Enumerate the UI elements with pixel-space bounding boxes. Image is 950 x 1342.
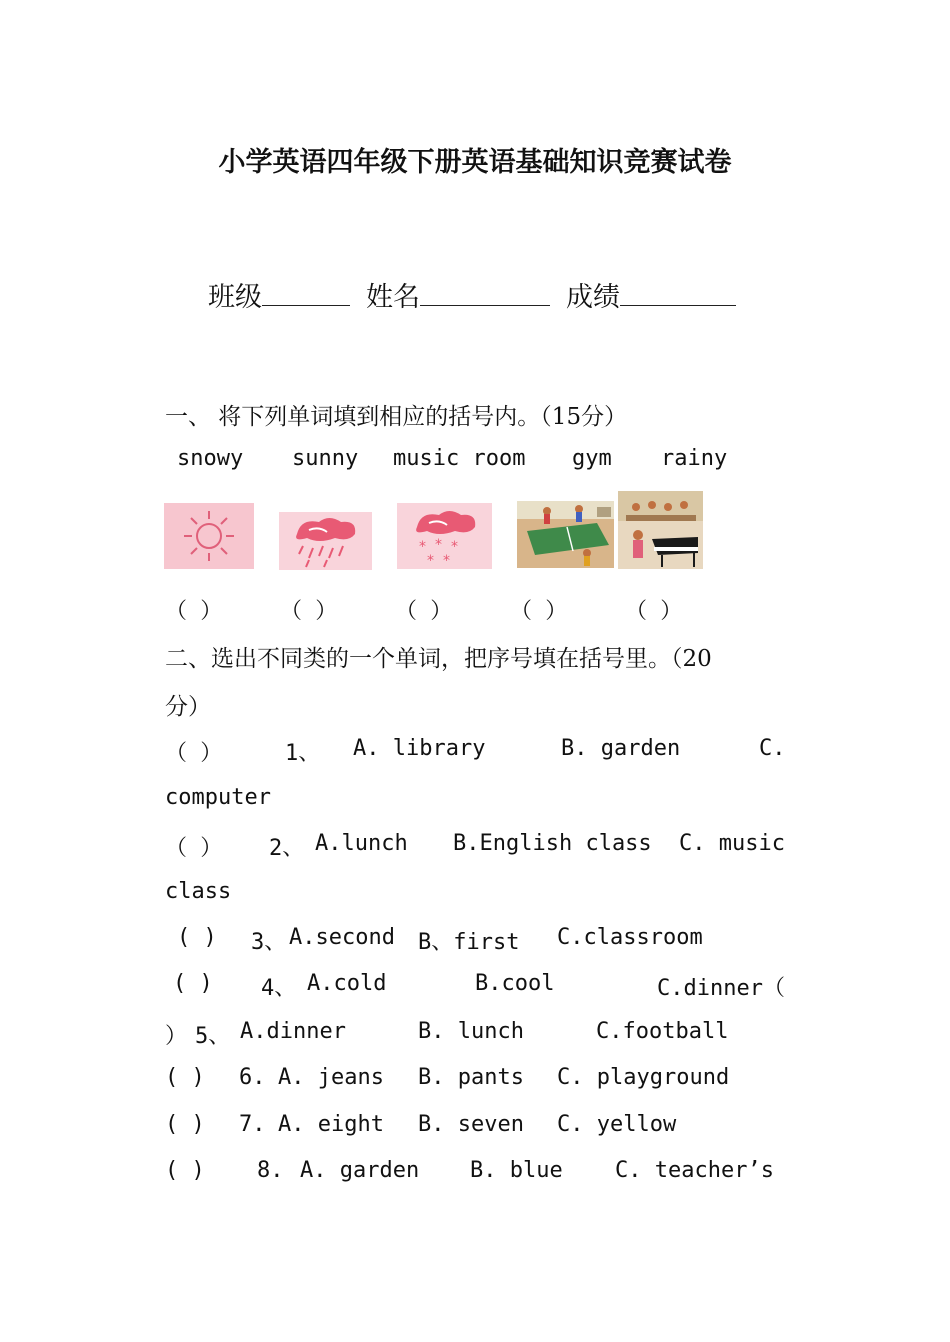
option-c: C. music — [679, 831, 785, 856]
svg-text:*: * — [427, 553, 434, 569]
svg-text:*: * — [435, 537, 442, 553]
name-label: 姓名 — [366, 282, 420, 313]
question-number: 8. — [257, 1158, 284, 1183]
svg-text:*: * — [451, 539, 458, 555]
page-title: 小学英语四年级下册英语基础知识竞赛试卷 — [218, 147, 732, 178]
section2-heading: 二、选出不同类的一个单词，把序号填在括号里。（20 — [165, 646, 712, 672]
answer-paren[interactable]: （ ） — [280, 599, 338, 624]
sun-icon — [164, 503, 254, 569]
question-number: 5、 — [195, 1024, 231, 1049]
option-a: A. library — [353, 736, 486, 761]
option-c-cont: class — [165, 879, 232, 904]
option-a: A. eight — [278, 1112, 384, 1137]
student-info-row — [208, 275, 736, 314]
question-number: 3、 — [251, 930, 287, 955]
answer-paren[interactable]: ( ) — [165, 1112, 205, 1137]
gym-picture — [517, 501, 614, 568]
option-a: A.lunch — [315, 831, 408, 856]
snow-cloud-icon — [397, 503, 492, 569]
option-b: B.cool — [475, 971, 555, 996]
answer-paren[interactable]: ( ) — [177, 925, 217, 950]
answer-paren[interactable]: ） — [165, 1024, 188, 1049]
word-item: rainy — [661, 446, 728, 471]
rain-cloud-icon — [279, 512, 372, 570]
answer-paren[interactable]: （ ） — [395, 599, 453, 624]
class-label: 班级 — [208, 282, 262, 313]
option-c: C. yellow — [557, 1112, 677, 1137]
answer-paren[interactable]: （ ） — [510, 599, 568, 624]
option-a: A. garden — [300, 1158, 420, 1183]
word-item: sunny — [292, 446, 359, 471]
word-item: music room — [393, 446, 526, 471]
option-b: B. garden — [561, 736, 681, 761]
word-item: gym — [572, 446, 612, 471]
question-number: 4、 — [261, 976, 297, 1001]
question-number: 6. — [239, 1065, 266, 1090]
question-number: 7. — [239, 1112, 266, 1137]
answer-paren[interactable]: （ ） — [165, 836, 223, 861]
option-b: B. lunch — [418, 1019, 524, 1044]
section2-heading-cont: 分） — [165, 694, 211, 720]
answer-paren[interactable]: （ ） — [625, 599, 683, 624]
word-item: snowy — [177, 446, 244, 471]
option-a: A. jeans — [278, 1065, 384, 1090]
option-c: C.classroom — [557, 925, 703, 950]
section1-heading: 一、 将下列单词填到相应的括号内。（15分） — [165, 404, 628, 430]
option-b: B. seven — [418, 1112, 524, 1137]
option-a: A.dinner — [240, 1019, 346, 1044]
option-c-cont: computer — [165, 785, 271, 810]
option-c: C. teacher’s — [615, 1158, 774, 1183]
option-b: B.English class — [453, 831, 652, 856]
music-room-picture — [618, 491, 703, 569]
svg-text:*: * — [443, 553, 450, 569]
option-c: C. — [759, 736, 786, 761]
score-label: 成绩 — [566, 282, 620, 313]
score-blank[interactable] — [620, 281, 736, 306]
answer-paren[interactable]: （ ） — [165, 741, 223, 766]
answer-paren[interactable]: ( ) — [173, 971, 213, 996]
answer-paren[interactable]: ( ) — [165, 1158, 205, 1183]
question-number: 2、 — [269, 836, 305, 861]
option-b: B. pants — [418, 1065, 524, 1090]
option-c: C. playground — [557, 1065, 730, 1090]
class-blank[interactable] — [262, 281, 350, 306]
option-c: C.football — [596, 1019, 729, 1044]
answer-paren[interactable]: （ ） — [165, 599, 223, 624]
answer-paren[interactable]: ( ) — [165, 1065, 205, 1090]
option-a: A.cold — [307, 971, 387, 996]
option-b: B、first — [418, 930, 520, 955]
question-number: 1、 — [285, 741, 321, 766]
option-a: A.second — [289, 925, 395, 950]
name-blank[interactable] — [420, 281, 550, 306]
option-b: B. blue — [470, 1158, 563, 1183]
svg-text:*: * — [419, 539, 426, 555]
option-c: C.dinner（ — [657, 976, 785, 1001]
